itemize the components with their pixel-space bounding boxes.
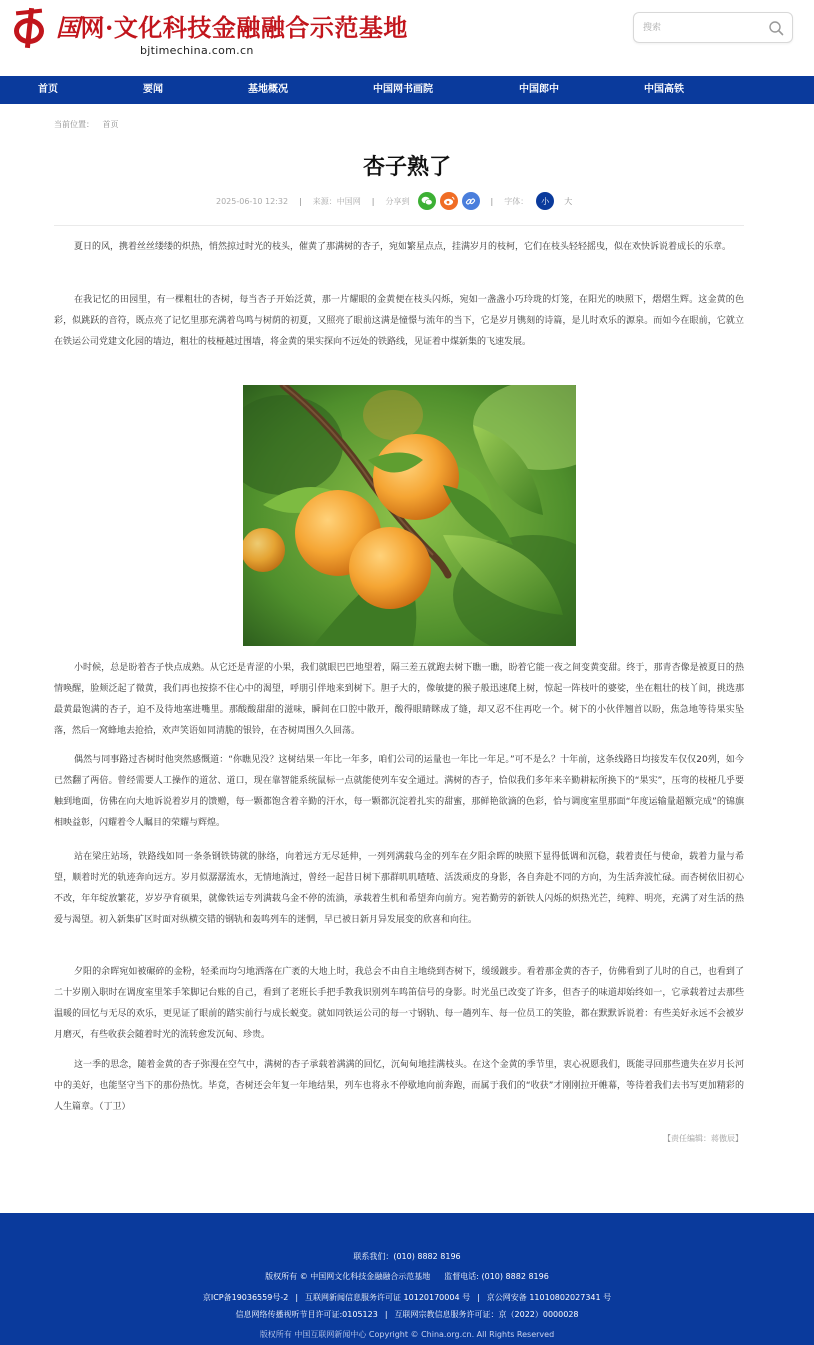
china-logo-icon (10, 6, 54, 50)
footer-religion-license: 互联网宗教信息服务许可证：京（2022）0000028 (394, 1310, 579, 1319)
share-label: 分享到 (385, 196, 410, 206)
article-paragraph: 偶然与同事路过杏树时他突然感慨道：“你瞧见没？这树结果一年比一年多，咱们公司的运量也一年比一年足。”可不是么？十年前，这条线路日均接发车仅仅20列，如今已然翻了两倍。曾经需要人工操作的道岔、道口，现在靠智能系统鼠标一点就能使列车安全通过。满树的杏子，恰似我们多年来辛勤耕耘所换下的“果实”，压弯的枝桠几乎要触到地面，仿佛在向大地诉说着岁月的馈赠，每一颗都饱含着辛勤的汗水，每一颗都沉淀着扎实的甜蜜，那鲜艳欲滴的色彩，恰与调度室里那面“年度运输量超额完成”的锦旗相映益彰，闪耀着令人瞩目的荣耀与辉煌。 (54, 755, 744, 828)
site-title: 国网·文化科技金融融合示范基地 (56, 13, 408, 42)
footer-copyright-row (0, 1271, 814, 1282)
search-icon[interactable] (768, 20, 784, 36)
font-small-button[interactable]: 小 (536, 192, 554, 210)
search-box (633, 12, 793, 43)
article-paragraph: 在我记忆的田园里，有一棵粗壮的杏树，每当杏子开始泛黄，那一片耀眼的金黄便在枝头闪烁，宛如一盏盏小巧玲珑的灯笼，在阳光的映照下，熠熠生辉。这金黄的色彩，似跳跃的音符，既点亮了记忆里那充满着鸟鸣与树荫的初夏，又照亮了眼前这满是憧憬与流年的当下，它是岁月镌刻的诗篇，是儿时欢乐的源泉。而如今在眼前，它就立在铁运公司党建文化园的墙边，粗壮的枝桠越过围墙，将金黄的果实探向不远处的铁路线，见证着中煤新集的飞速发展。 (54, 295, 744, 347)
meta-separator: | (371, 196, 375, 206)
meta-separator: | (490, 196, 494, 206)
footer-contact: 联系我们：(010) 8882 8196 (353, 1252, 461, 1261)
footer-police-record[interactable]: 京公网安备 11010802027341 号 (486, 1293, 612, 1302)
article-paragraph: 夏日的风，携着丝丝缕缕的炽热，悄然掠过时光的枝头，催黄了那满树的杏子，宛如繁星点点，挂满岁月的枝柯，它们在枝头轻轻摇曳，似在欢快诉说着成长的乐章。 (74, 242, 732, 252)
publish-date: 2025-06-10 12:32 (216, 196, 289, 206)
site-logo[interactable] (10, 6, 408, 62)
site-header (0, 0, 814, 76)
footer-copyright: 版权所有 © 中国网文化科技金融融合示范基地 (265, 1272, 431, 1281)
search-input[interactable] (643, 19, 763, 37)
nav-item-overview[interactable]: 基地概况 (248, 84, 288, 95)
apricot-photo (243, 385, 576, 646)
article-paragraph: 这一季的思念，随着金黄的杏子弥漫在空气中，满树的杏子承载着满满的回忆，沉甸甸地挂满枝头。在这个金黄的季节里，衷心祝愿我们，既能寻回那些遗失在岁月长河中的美好，也能坚守当下的那份热忱。毕竟，杏树还会年复一年地结果，列车也将永不停歇地向前奔跑，而属于我们的“收获”才刚刚拉开帷幕，等待着我们去书写更加精彩的人生篇章。（丁卫） (54, 1060, 744, 1112)
site-footer (0, 1213, 814, 1345)
footer-icp[interactable]: 京ICP备19036559号-2 (202, 1293, 289, 1302)
responsible-editor: 【责任编辑：蒋傲辰】 (663, 1134, 743, 1143)
article-meta (216, 191, 572, 211)
weibo-share-button[interactable] (440, 192, 458, 210)
nav-item-doctor[interactable]: 中国郎中 (519, 84, 559, 95)
nav-item-painting-academy[interactable]: 中国网书画院 (373, 84, 433, 95)
footer-av-license: 信息网络传播视听节目许可证:0105123 (235, 1310, 378, 1319)
font-large-button[interactable]: 大 (564, 196, 573, 206)
site-domain: bjtimechina.com.cn (140, 44, 254, 57)
footer-bottom-line: 版权所有 中国互联网新闻中心 Copyright © China.org.cn. All Rights Reserved (259, 1330, 555, 1339)
breadcrumb-prefix: 当前位置： (54, 120, 94, 129)
article-paragraph: 小时候，总是盼着杏子快点成熟。从它还是青涩的小果，我们就眼巴巴地望着，隔三差五就跑去树下瞧一瞧，盼着它能一夜之间变黄变甜。终于，那青杏像是被夏日的热情唤醒，脸颊泛起了微黄，我们再也按捺不住心中的渴望，呼朋引伴地来到树下。胆子大的，像敏捷的猴子般迅速爬上树，惊起一阵枝叶的婆娑，坐在粗壮的枝丫间，挑选那最黄最饱满的杏子，迫不及待地塞进嘴里。那酸酸甜甜的滋味，瞬间在口腔中散开，酸得眼睛眯成了缝，却又忍不住再吃一个。树下的小伙伴翘首以盼，焦急地等待果实坠落，然后一窝蜂地去抢拾，欢声笑语如同清脆的银铃，在杏树周围久久回荡。 (54, 663, 744, 736)
main-nav (0, 76, 814, 104)
breadcrumb (54, 119, 125, 130)
article-title: 杏子熟了 (362, 155, 451, 180)
copy-link-button[interactable] (462, 192, 480, 210)
nav-item-railway[interactable]: 中国高铁 (644, 84, 684, 95)
font-size-label: 字体： (504, 196, 529, 206)
wechat-icon (421, 196, 433, 206)
footer-license-row-2: 信息网络传播视听节目许可证:0105123 | 互联网宗教信息服务许可证：京（2022）0000028 (235, 1310, 579, 1319)
footer-news-license: 互联网新闻信息服务许可证 10120170004 号 (305, 1293, 471, 1302)
breadcrumb-home-link[interactable]: 首页 (102, 120, 119, 129)
source-label: 来源： (312, 196, 337, 206)
nav-item-news[interactable]: 要闻 (143, 84, 163, 95)
footer-supervise-phone: 监督电话: (010) 8882 8196 (444, 1272, 549, 1281)
wechat-share-button[interactable] (418, 192, 436, 210)
article-paragraph: 夕阳的余晖宛如被碾碎的金粉，轻柔而均匀地洒落在广袤的大地上时，我总会不由自主地绕到杏树下，缓缓踱步。看着那金黄的杏子，仿佛看到了儿时的自己，也看到了二十岁刚入职时在调度室里笨手笨脚记台账的自己，看到了老班长手把手教我识别列车鸣笛信号的身影。时光虽已改变了许多，但杏子的味道却始终如一，它承载着过去那些温暖的回忆与无尽的欢乐，更见证了眼前的踏实前行与成长蜕变。就如同铁运公司的每一寸钢轨、每一趟列车、每一位员工的笑脸，都在默默诉说着：有些美好永远不会被岁月磨灭，有些收获会随着时光的流转愈发沉甸、珍贵。 (54, 967, 744, 1040)
nav-item-home[interactable]: 首页 (38, 84, 58, 95)
source-name: 中国网 (336, 196, 361, 206)
weibo-icon (443, 196, 455, 206)
title-divider (54, 225, 744, 226)
footer-license-row: 京ICP备19036559号-2 | 互联网新闻信息服务许可证 10120170004 号 | 京公网安备 11010802027341 号 (202, 1293, 612, 1302)
link-icon (465, 196, 476, 207)
article-paragraph: 站在梁庄站场，铁路线如同一条条钢铁铸就的脉络，向着远方无尽延伸，一列列满载乌金的列车在夕阳余晖的映照下显得低调和沉稳，载着责任与使命，载着力量与希望，顺着时光的轨迹奔向远方。岁月似潺潺流水，无情地淌过，曾经一起昔日树下那群叽叽喳喳、活泼顽皮的身影，各自奔赴不同的方向，为生活奔波忙碌。而杏树依旧初心不改，年年绽放繁花，岁岁孕育硕果，就像铁运专列满载乌金不停的流淌，承载着生机和希望奔向前方。宛若勤劳的新铁人闪烁的炽热光芒，纯粹、明亮，充满了对生活的热爱与渴望。初入新集矿区时面对纵横交错的钢轨和轰鸣列车的迷惘，早已被日新月异发展变的欣喜和向往。 (54, 852, 744, 925)
apricot-tree-image (243, 385, 576, 646)
meta-separator: | (299, 196, 302, 206)
